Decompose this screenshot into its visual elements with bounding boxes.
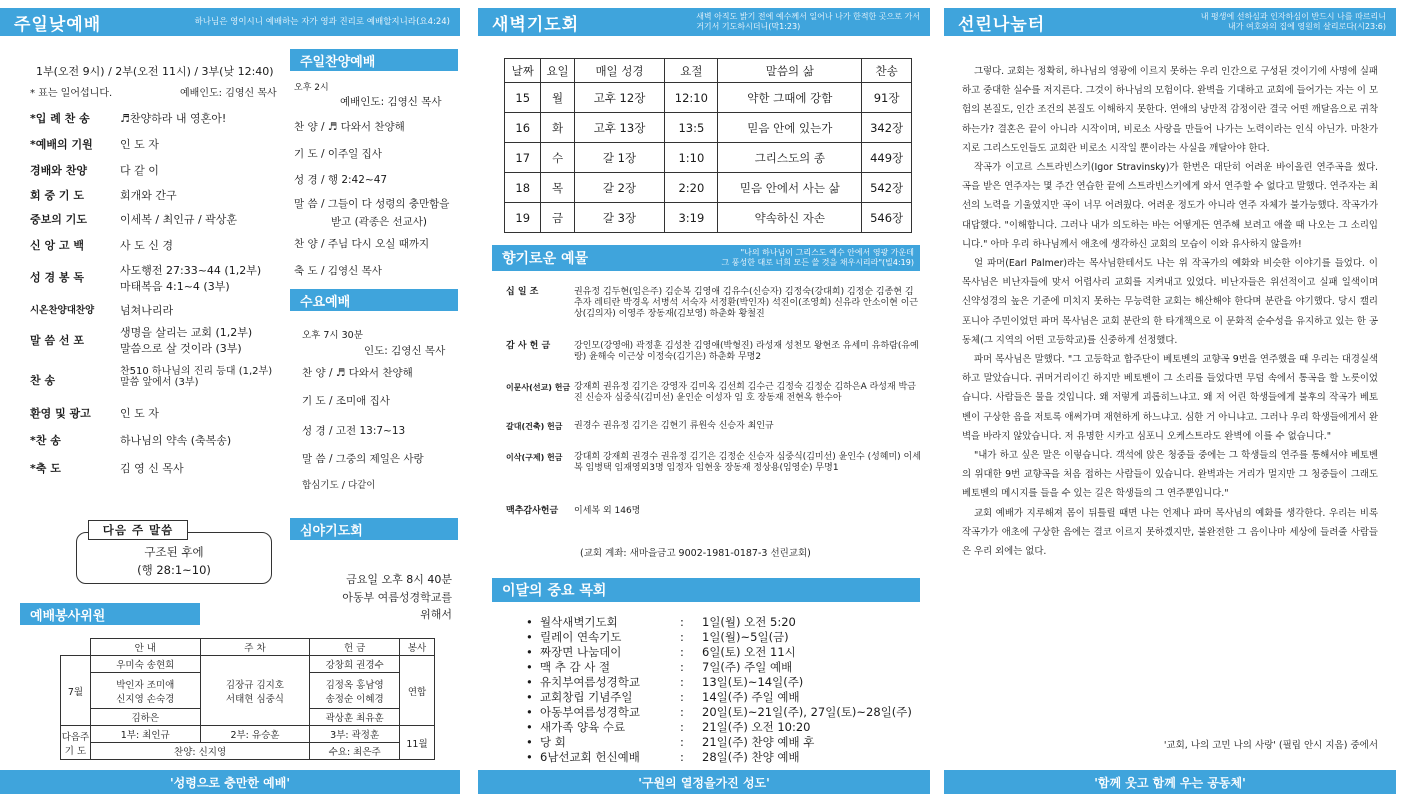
corner-cell bbox=[61, 639, 91, 656]
order-row bbox=[30, 110, 226, 126]
bullet-icon: • bbox=[526, 705, 533, 719]
order-label: *축 도 bbox=[30, 462, 61, 475]
sunday-verse: 하나님은 영이시니 예배하는 자가 영과 진리로 예배할지니라(요4:24) bbox=[194, 17, 450, 27]
dawn-header-row bbox=[505, 59, 912, 83]
offering-verse-1: "나의 하나님이 그리스도 예수 안에서 영광 가운데 bbox=[740, 248, 914, 257]
parking-name: 김장규 김지호 bbox=[225, 679, 284, 691]
dawn-col-header: 매일 성경 bbox=[574, 59, 665, 83]
offering-name: 송정순 이혜경 bbox=[325, 693, 384, 705]
order-label: 말 씀 선 포 bbox=[30, 334, 84, 347]
wed-row: 성 경 / 고전 13:7~13 bbox=[302, 425, 406, 437]
offering-header bbox=[492, 245, 920, 271]
dawn-cell: 542장 bbox=[862, 173, 912, 203]
schedule-name: 당 회 bbox=[540, 735, 566, 749]
service-cell: 연합 bbox=[400, 656, 435, 726]
offering-row bbox=[506, 382, 921, 404]
order-value: 사도행전 27:33~44 (1,2부) bbox=[120, 264, 262, 277]
dawn-cell: 믿음 안에서 사는 삶 bbox=[718, 173, 862, 203]
order-row bbox=[30, 136, 159, 152]
usher-name: 신지영 손숙경 bbox=[116, 693, 175, 705]
offering-value: 이세복 외 146명 bbox=[574, 506, 641, 516]
offering-label: 이문사(선교) 헌금 bbox=[506, 383, 571, 392]
schedule-date: 28일(주) 찬양 예배 bbox=[702, 750, 800, 764]
sunday-leader: 예배인도: 김영신 목사 bbox=[180, 88, 277, 99]
offering-row bbox=[506, 341, 921, 363]
committee-header bbox=[20, 603, 200, 625]
colon: : bbox=[680, 690, 684, 704]
order-row bbox=[30, 366, 272, 388]
column-essay bbox=[962, 62, 1378, 561]
schedule-date: 6일(토) 오전 11시 bbox=[702, 645, 796, 659]
committee-table bbox=[60, 638, 435, 760]
offering-value: 권경수 권유정 김기은 김현기 류원숙 신승자 최인규 bbox=[574, 421, 774, 431]
order-value: ♬찬양하라 내 영혼아! bbox=[120, 112, 227, 125]
sunday-praise-header bbox=[290, 49, 458, 71]
usher-cell bbox=[90, 673, 200, 709]
schedule-header bbox=[492, 578, 920, 602]
dawn-cell: 고후 13장 bbox=[574, 113, 665, 143]
next-word-line2: (행 28:1~10) bbox=[137, 563, 211, 577]
column-verse-1: 내 평생에 선하심과 인자하심이 반드시 나를 따르리니 bbox=[1200, 12, 1386, 21]
dawn-cell: 화 bbox=[541, 113, 574, 143]
offering-row bbox=[506, 421, 921, 432]
wed-row: 기 도 / 조미애 집사 bbox=[302, 395, 390, 407]
dawn-cell: 믿음 안에 있는가 bbox=[718, 113, 862, 143]
committee-header-row bbox=[61, 639, 435, 656]
dawn-cell: 수 bbox=[541, 143, 574, 173]
committee-next-row bbox=[61, 743, 435, 760]
offering-label: 맥추감사헌금 bbox=[506, 506, 559, 516]
order-label: 중보의 기도 bbox=[30, 213, 87, 226]
order-label: 시온찬양대찬양 bbox=[30, 305, 95, 316]
offering-value: 권유정 김두현(임은주) 김순복 김영애 김유수(신승자) 김정숙(강대희) 김정순 김종현 김추자 레티란 박경옥 서병석 서숙자 서정환(박인자) 석진이(조영희) 신유라 안소이현 이근상(김의자) 이영주 장동재(김보영) 하춘화 황철진 bbox=[574, 287, 919, 319]
dawn-cell: 13:5 bbox=[665, 113, 718, 143]
bullet-icon: • bbox=[526, 630, 533, 644]
praise-row: 기 도 / 이주일 집사 bbox=[294, 148, 382, 160]
committee-row bbox=[61, 656, 435, 673]
dawn-verse bbox=[696, 12, 930, 32]
order-row bbox=[30, 262, 261, 294]
next-cell: 1부: 최인규 bbox=[90, 726, 200, 743]
dawn-cell: 갈 3장 bbox=[574, 203, 665, 233]
schedule-date: 14일(주) 주일 예배 bbox=[702, 690, 800, 704]
schedule-date: 21일(주) 오전 10:20 bbox=[702, 720, 811, 734]
column-verse-2: 내가 여호와의 집에 영원히 살리로다(시23:6) bbox=[1227, 22, 1386, 31]
schedule-name: 새가족 양육 수료 bbox=[540, 720, 626, 734]
essay-paragraph: "내가 하고 싶은 말은 이렇습니다. 객석에 앉은 청중들 중에는 그 학생들의 연주를 통해서야 베토벤의 위대한 9번 교향곡을 처음 접하는 사람들이 있습니다. 완벽과는 거리가 멀지만 그 청중들이 그래도 베토벤의 메시지를 들을 수 있는 길은 학생들의 그 연주뿐입니다." bbox=[962, 450, 1378, 500]
sunday-header bbox=[0, 8, 460, 36]
dawn-cell: 16 bbox=[505, 113, 541, 143]
order-row bbox=[30, 211, 237, 227]
column-source: '교회, 나의 고민 나의 사랑' (필립 안시 지음) 중에서 bbox=[1163, 740, 1378, 751]
essay-paragraph: 그렇다. 교회는 정확히, 하나님의 영광에 이르지 못하는 우리 인간으로 구성된 것이기에 사명에 실패하고 중대한 실수를 저지른다. 그것이 하나님의 모험이다. 완벽을 기대하고 교회에 들어가는 자는 이 모험의 본질도, 인간 조건의 본질도 이해하지 못한다. 연애의 낭만적 감정이란 결국 어떤 깨달음으로 귀착하는가? 결혼은 끝이 아니라 시작이며, 비로소 사랑을 만들어 나가는 노력이라는 인식 아닌가. 마찬가지로 그리스도인들도 교회란 비로소 시작일 뿐이라는 사실을 깨달아야 한다. bbox=[962, 66, 1379, 154]
usher-cell: 김하은 bbox=[90, 709, 200, 726]
wed-row: 합심기도 / 다같이 bbox=[302, 480, 376, 491]
next-cell: 수요: 최은주 bbox=[310, 743, 400, 760]
col-header: 주 차 bbox=[200, 639, 310, 656]
night-line2: 아동부 여름성경학교를 bbox=[342, 591, 452, 604]
offering-label: 감 사 헌 금 bbox=[506, 341, 551, 351]
order-row bbox=[30, 302, 173, 318]
dawn-cell: 12:10 bbox=[665, 83, 718, 113]
essay-paragraph: 얼 파머(Earl Palmer)라는 목사님한테서도 나는 위 작곡가의 예화와 비슷한 이야기를 들었다. 이 목사님은 비난자들에 맞서 어렵사리 교회를 지켜내고 있었다. 비난자들은 위선적이고 실패 일색이며 신약성경의 높은 기준에 미치지 못하는 무능력한 교회는 해산해야 한다며 분란을 야기했다. 당시 캘리포니아 주민이었던 파머 목사님은 교회 분란의 한 타개책으로 이 문화적 순수성을 유지하고 있는 한 공동체(그 지역의 어떤 고등학교)를 신중하게 선정했다. bbox=[962, 258, 1378, 346]
footer-middle bbox=[478, 770, 930, 794]
schedule-row bbox=[526, 690, 800, 704]
offering-row bbox=[506, 506, 921, 517]
praise-time: 오후 2시 bbox=[294, 83, 329, 93]
wednesday-title: 수요예배 bbox=[300, 294, 351, 310]
praise-row: 말 씀 / 그들이 다 성령의 충만함을 bbox=[294, 198, 450, 210]
order-label: 성 경 봉 독 bbox=[30, 271, 84, 284]
dawn-cell: 342장 bbox=[862, 113, 912, 143]
dawn-col-header: 찬송 bbox=[862, 59, 912, 83]
colon: : bbox=[680, 615, 684, 629]
schedule-row bbox=[526, 735, 814, 749]
dawn-cell: 15 bbox=[505, 83, 541, 113]
schedule-row bbox=[526, 675, 803, 689]
essay-paragraph: 교회 예배가 지루해져 몸이 뒤틀릴 때면 나는 언제나 파머 목사님의 예화를 생각한다. 우리는 비록 작곡가가 애초에 구상한 음에는 결코 이르지 못하겠지만, 불완전한 그 음이나마 세상에 들려줄 사람들은 우리 외에는 없다. bbox=[962, 507, 1378, 558]
schedule-name: 월삭새벽기도회 bbox=[540, 615, 618, 629]
schedule-row bbox=[526, 660, 792, 674]
schedule-date: 20일(토)~21일(주), 27일(토)~28일(주) bbox=[702, 705, 912, 719]
dawn-cell: 2:20 bbox=[665, 173, 718, 203]
next-cell: 2부: 유승훈 bbox=[200, 726, 310, 743]
next-cell: 3부: 곽정훈 bbox=[310, 726, 400, 743]
footer-left-text: '성령으로 충만한 예배' bbox=[169, 775, 291, 790]
dawn-cell: 17 bbox=[505, 143, 541, 173]
dawn-cell: 약한 그때에 강함 bbox=[718, 83, 862, 113]
order-label: *예배의 기원 bbox=[30, 138, 93, 151]
wed-leader: 인도: 김영신 목사 bbox=[364, 345, 446, 357]
order-label: 경배와 찬양 bbox=[30, 164, 87, 177]
bullet-icon: • bbox=[526, 750, 533, 764]
dawn-cell: 18 bbox=[505, 173, 541, 203]
offering-cell: 곽상훈 최유훈 bbox=[310, 709, 400, 726]
order-row bbox=[30, 460, 184, 476]
colon: : bbox=[680, 720, 684, 734]
dawn-col-header: 날짜 bbox=[505, 59, 541, 83]
offering-row bbox=[506, 287, 921, 320]
dawn-header bbox=[478, 8, 930, 36]
wed-row: 찬 양 / ♬ 다와서 찬양해 bbox=[302, 367, 413, 379]
colon: : bbox=[680, 645, 684, 659]
schedule-row bbox=[526, 645, 796, 659]
next-word-title: 다음 주 말씀 bbox=[88, 520, 188, 540]
colon: : bbox=[680, 735, 684, 749]
dawn-cell: 목 bbox=[541, 173, 574, 203]
order-value: 회개와 간구 bbox=[120, 189, 177, 202]
next-label-cell bbox=[61, 726, 91, 760]
schedule-title: 이달의 중요 목회 bbox=[502, 583, 607, 599]
order-value: 생명을 살리는 교회 (1,2부) bbox=[120, 326, 253, 339]
bullet-icon: • bbox=[526, 645, 533, 659]
dawn-row bbox=[505, 143, 912, 173]
schedule-name: 맥 추 감 사 절 bbox=[540, 660, 611, 674]
dawn-col-header: 요일 bbox=[541, 59, 574, 83]
schedule-date: 1일(월)~5일(금) bbox=[702, 630, 789, 644]
order-value: 찬510 하나님의 진리 등대 (1,2부) bbox=[120, 366, 273, 377]
dawn-title: 새벽기도회 bbox=[492, 14, 580, 35]
order-row bbox=[30, 237, 173, 253]
col-header: 봉사 bbox=[400, 639, 435, 656]
schedule-row bbox=[526, 615, 796, 629]
schedule-date: 1일(월) 오전 5:20 bbox=[702, 615, 796, 629]
schedule-date: 13일(토)~14일(주) bbox=[702, 675, 804, 689]
order-value: 넘쳐나리라 bbox=[120, 304, 174, 317]
next-service-cell: 11월 bbox=[400, 726, 435, 760]
colon: : bbox=[680, 675, 684, 689]
order-label: 회 중 기 도 bbox=[30, 189, 84, 202]
order-label: *입 례 찬 송 bbox=[30, 112, 90, 125]
order-value: 인 도 자 bbox=[120, 138, 159, 151]
night-title: 심야기도회 bbox=[300, 523, 363, 539]
offering-verse bbox=[721, 248, 920, 268]
dawn-cell: 월 bbox=[541, 83, 574, 113]
order-row bbox=[30, 187, 177, 203]
bullet-icon: • bbox=[526, 735, 533, 749]
order-row bbox=[30, 405, 159, 421]
schedule-date: 21일(주) 찬양 예배 후 bbox=[702, 735, 815, 749]
dawn-cell: 1:10 bbox=[665, 143, 718, 173]
next-word-line1: 구조된 후에 bbox=[144, 545, 204, 559]
dawn-row bbox=[505, 173, 912, 203]
dawn-cell: 19 bbox=[505, 203, 541, 233]
next-label: 기 도 bbox=[64, 745, 87, 757]
order-value: 사 도 신 경 bbox=[120, 239, 173, 252]
col-header: 안 내 bbox=[90, 639, 200, 656]
committee-title: 예배봉사위원 bbox=[30, 608, 106, 624]
schedule-name: 교회창립 기념주일 bbox=[540, 690, 633, 704]
schedule-name: 짜장면 나눔데이 bbox=[540, 645, 622, 659]
praise-row: 축 도 / 김영신 목사 bbox=[294, 265, 382, 277]
schedule-row bbox=[526, 750, 800, 764]
bullet-icon: • bbox=[526, 615, 533, 629]
order-row bbox=[30, 324, 252, 356]
dawn-col-header: 말씀의 삶 bbox=[718, 59, 862, 83]
night-line1: 금요일 오후 8시 40분 bbox=[346, 573, 452, 586]
dawn-cell: 449장 bbox=[862, 143, 912, 173]
church-account: (교회 계좌: 새마을금고 9002-1981-0187-3 선린교회) bbox=[580, 548, 811, 559]
order-row bbox=[30, 432, 231, 448]
wed-time: 오후 7시 30분 bbox=[302, 330, 363, 341]
sunday-title: 주일낮예배 bbox=[14, 14, 102, 35]
wed-row: 말 씀 / 그중의 제일은 사랑 bbox=[302, 453, 424, 465]
dawn-cell: 갈 1장 bbox=[574, 143, 665, 173]
dawn-cell: 91장 bbox=[862, 83, 912, 113]
footer-right bbox=[944, 770, 1396, 794]
dawn-cell: 3:19 bbox=[665, 203, 718, 233]
order-value: 다 같 이 bbox=[120, 164, 159, 177]
order-value-2: 말씀 앞에서 (3부) bbox=[120, 377, 199, 388]
dawn-table bbox=[504, 58, 912, 233]
order-label: 환영 및 광고 bbox=[30, 407, 91, 420]
offering-cell bbox=[310, 673, 400, 709]
schedule-name: 6남선교회 헌신예배 bbox=[540, 750, 640, 764]
order-label: *찬 송 bbox=[30, 434, 61, 447]
month-cell: 7월 bbox=[61, 656, 91, 726]
committee-next-row bbox=[61, 726, 435, 743]
offering-label: 십 일 조 bbox=[506, 287, 539, 297]
parking-cell bbox=[200, 656, 310, 726]
order-value-2: 말씀으로 살 것이라 (3부) bbox=[120, 342, 242, 355]
night-line3: 위해서 bbox=[420, 608, 452, 621]
schedule-row bbox=[526, 720, 811, 734]
bullet-icon: • bbox=[526, 720, 533, 734]
colon: : bbox=[680, 630, 684, 644]
praise-leader: 예배인도: 김영신 목사 bbox=[340, 96, 442, 108]
offering-cell: 강창희 권경수 bbox=[310, 656, 400, 673]
dawn-verse-2: 거기서 기도하시더니(막1:23) bbox=[696, 22, 801, 31]
colon: : bbox=[680, 750, 684, 764]
stand-note: * 표는 일어섭니다. bbox=[30, 88, 113, 99]
schedule-row bbox=[526, 705, 912, 719]
bullet-icon: • bbox=[526, 690, 533, 704]
dawn-row bbox=[505, 203, 912, 233]
wednesday-header bbox=[290, 289, 458, 311]
essay-paragraph: 파머 목사님은 말했다. "그 고등학교 합주단이 베토벤의 교향곡 9번을 연주했을 때 우리는 대경실색하고 말았습니다. 귀머거리이긴 하지만 베토벤이 그 소리를 들었다면 무덤 속에서 통곡을 할 노릇이었습니다. 사람들은 물을 것입니다. 왜 저렇게 괴롭히느냐고. 왜 저 어린 학생들에게 불후의 작곡가 베토벤이 구상한 음을 저토록 애써가며 재현하게 하느냐고. 심한 거 아니냐고. 그러나 우리 학생들에게서 완벽을 바라지 않았습니다. 저 유명한 시카고 심포니 오케스트라도 완벽에 이를 수 없습니다." bbox=[962, 354, 1379, 442]
order-value: 이세복 / 최인규 / 곽상훈 bbox=[120, 213, 238, 226]
footer-right-text: '함께 웃고 함께 우는 공동체' bbox=[1094, 775, 1246, 790]
dawn-col-header: 요절 bbox=[665, 59, 718, 83]
usher-cell: 우미숙 송현희 bbox=[90, 656, 200, 673]
parking-name: 서태현 심중식 bbox=[225, 693, 284, 705]
order-label: 신 앙 고 백 bbox=[30, 239, 84, 252]
order-value: 인 도 자 bbox=[120, 407, 159, 420]
sunday-praise-title: 주일찬양예배 bbox=[300, 54, 376, 70]
footer-left bbox=[0, 770, 460, 794]
offering-value: 강대희 강재희 권경수 권유정 김기은 김정순 신승자 심중식(김미선) 윤인수 (성혜미) 이세복 임병택 임재영외3명 임정자 임현웅 장동재 정상용(임영순) 무명1 bbox=[574, 452, 921, 473]
col-header: 헌 금 bbox=[310, 639, 400, 656]
schedule-row bbox=[526, 630, 789, 644]
offering-verse-2: 그 풍성한 대로 너희 모든 쓸 것을 채우시리라"(빌4:19) bbox=[721, 258, 914, 267]
offering-value: 강인모(강영애) 곽정훈 김성찬 김영애(박형진) 라성재 성천모 왕현조 유세미 유하람(유예랑) 윤해숙 이근상 이정숙(김기은) 하춘화 무명2 bbox=[574, 341, 919, 362]
order-row bbox=[30, 162, 159, 178]
order-label: 찬 송 bbox=[30, 374, 56, 387]
column-header bbox=[944, 8, 1396, 36]
colon: : bbox=[680, 705, 684, 719]
bullet-icon: • bbox=[526, 660, 533, 674]
dawn-cell: 546장 bbox=[862, 203, 912, 233]
order-value-2: 마태복음 4:1~4 (3부) bbox=[120, 280, 230, 293]
offering-label: 갈대(건축) 헌금 bbox=[506, 422, 563, 431]
bullet-icon: • bbox=[526, 675, 533, 689]
next-label: 다음주 bbox=[61, 731, 90, 743]
dawn-cell: 금 bbox=[541, 203, 574, 233]
offering-title: 향기로운 예물 bbox=[502, 251, 589, 267]
dawn-cell: 갈 2장 bbox=[574, 173, 665, 203]
dawn-cell: 고후 12장 bbox=[574, 83, 665, 113]
sunday-times: 1부(오전 9시) / 2부(오전 11시) / 3부(낮 12:40) bbox=[36, 65, 274, 78]
order-value: 김 영 신 목사 bbox=[120, 462, 184, 475]
essay-paragraph: 작곡가 이고르 스트라빈스키(Igor Stravinsky)가 한번은 대단히 어려운 바이올린 연주곡을 썼다. 곡을 받은 연주자는 몇 주간 연습한 끝에 스트라빈스키에게 와서 연주할 수 없다고 말했다. 연주자는 최선의 노력을 기울였지만 곡이 너무 어려웠다. 어려운 정도가 아니라 연주 자체가 불가능했다. 작곡가가 대답했다. "이해합니다. 그러나 내가 의도하는 바는 어떻게든 연주해 보려고 애쓸 때 나오는 그 소리입니다." 아마 우리 하나님께서 애초에 생각하신 교회의 모습이 이와 유사하지 않을까! bbox=[962, 162, 1379, 250]
column-title: 선린나눔터 bbox=[958, 14, 1046, 35]
order-value: 하나님의 약속 (축복송) bbox=[120, 434, 232, 447]
dawn-cell: 약속하신 자손 bbox=[718, 203, 862, 233]
schedule-name: 유치부여름성경학교 bbox=[540, 675, 640, 689]
dawn-row bbox=[505, 113, 912, 143]
praise-row: 성 경 / 행 2:42~47 bbox=[294, 174, 388, 186]
night-header bbox=[290, 518, 458, 540]
offering-label: 이삭(구제) 헌금 bbox=[506, 453, 563, 462]
offering-name: 김정옥 홍남영 bbox=[325, 679, 384, 691]
column-verse bbox=[1201, 12, 1396, 32]
colon: : bbox=[680, 660, 684, 674]
schedule-name: 릴레이 연속기도 bbox=[540, 630, 622, 644]
schedule-name: 아동부여름성경학교 bbox=[540, 705, 640, 719]
offering-row bbox=[506, 452, 921, 474]
dawn-cell: 그리스도의 종 bbox=[718, 143, 862, 173]
schedule-date: 7일(주) 주일 예배 bbox=[702, 660, 793, 674]
footer-middle-text: '구원의 열정을가진 성도' bbox=[638, 775, 770, 790]
dawn-row bbox=[505, 83, 912, 113]
praise-row-cont: 받고 (곽종은 선교사) bbox=[331, 216, 428, 228]
usher-name: 박인자 조미애 bbox=[116, 679, 175, 691]
next-cell: 찬양: 신지영 bbox=[90, 743, 309, 760]
offering-value: 강재희 권유정 김기은 강영자 김미옥 김선희 김수근 김정숙 김정순 김하은A 라성재 박금진 신승자 심중식(김미선) 윤인순 이성자 임 호 장동재 전현옥 한수아 bbox=[574, 382, 916, 403]
praise-row: 찬 양 / ♬ 다와서 찬양해 bbox=[294, 121, 405, 133]
dawn-verse-1: 새벽 아직도 밝기 전에 예수께서 일어나 나가 한적한 곳으로 가서 bbox=[696, 12, 920, 21]
praise-row: 찬 양 / 주님 다시 오실 때까지 bbox=[294, 238, 430, 250]
